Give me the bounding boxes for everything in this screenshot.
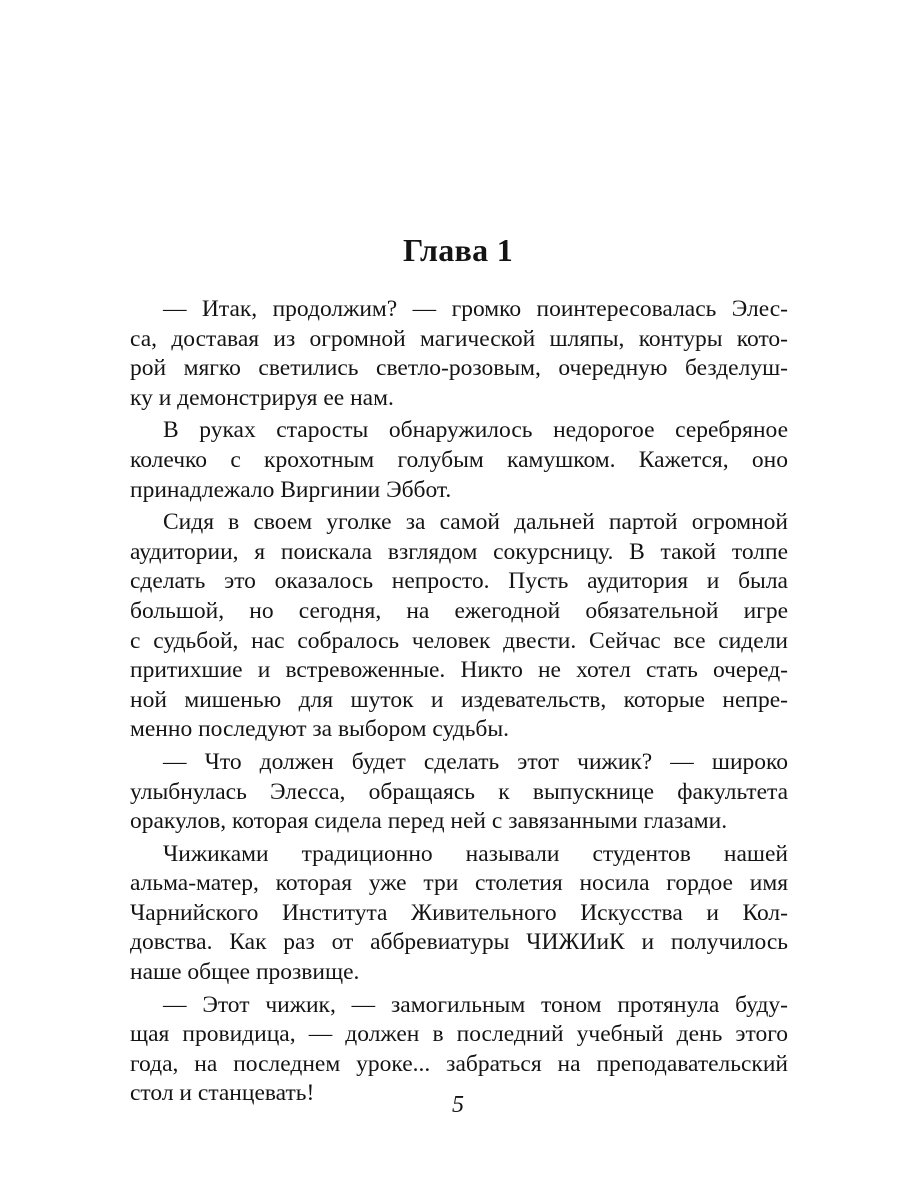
text-line: улыбнулась Элесса, обращаясь к выпускнице факультета bbox=[130, 778, 788, 805]
text-line: оракулов, которая сидела перед ней с завязанными глазами. bbox=[130, 808, 728, 835]
paragraph bbox=[130, 748, 788, 837]
text-line: принадлежало Виргинии Эббот. bbox=[130, 476, 452, 503]
paragraph bbox=[130, 508, 788, 745]
text-line: ку и демонстрируя ее нам. bbox=[130, 384, 394, 411]
paragraph bbox=[130, 295, 788, 413]
text-line: — Что должен будет сделать этот чижик? — широко bbox=[163, 748, 788, 775]
paragraph bbox=[130, 840, 788, 988]
text-line: с судьбой, нас собралось человек двести. Сейчас все сидели bbox=[130, 627, 788, 654]
text-line: стол и станцевать! bbox=[130, 1080, 315, 1107]
text-line: довства. Как раз от аббревиатуры ЧИЖИиК и получилось bbox=[130, 929, 788, 956]
text-line: Чижиками традиционно называли студентов нашей bbox=[163, 840, 788, 867]
text-line: альма-матер, которая уже три столетия носила гордое имя bbox=[130, 870, 788, 897]
text-line: большой, но сегодня, на ежегодной обязательной игре bbox=[130, 597, 788, 624]
chapter-title: Глава 1 bbox=[402, 232, 514, 268]
text-line: года, на последнем уроке... забраться на преподавательский bbox=[130, 1050, 788, 1077]
text-line: Чарнийского Института Живительного Искусства и Кол- bbox=[130, 899, 788, 926]
page-number: 5 bbox=[452, 1092, 464, 1118]
paragraph bbox=[130, 416, 788, 505]
text-line: аудитории, я поискала взглядом сокурсницу. В такой толпе bbox=[130, 538, 788, 565]
text-line: са, доставая из огромной магической шляпы, контуры кото- bbox=[130, 325, 788, 352]
text-line: щая провидица, — должен в последний учебный день этого bbox=[130, 1021, 788, 1048]
text-line: притихшие и встревоженные. Никто не хотел стать очеред- bbox=[130, 657, 788, 684]
text-line: сделать это оказалось непросто. Пусть аудитория и была bbox=[130, 568, 788, 595]
text-line: — Этот чижик, — замогильным тоном протянула буду- bbox=[163, 991, 788, 1018]
text-line: — Итак, продолжим? — громко поинтересовалась Элес- bbox=[163, 296, 788, 322]
text-line: Сидя в своем уголке за самой дальней партой огромной bbox=[163, 509, 788, 536]
text-line: рой мягко светились светло-розовым, очередную безделуш- bbox=[130, 355, 788, 382]
text-line: наше общее прозвище. bbox=[130, 959, 360, 986]
text-line: колечко с крохотным голубым камушком. Кажется, оно bbox=[130, 446, 788, 473]
text-line: ной мишенью для шуток и издевательств, которые непре- bbox=[130, 686, 788, 713]
text-line: менно последуют за выбором судьбы. bbox=[130, 716, 510, 743]
text-line: В руках старосты обнаружилось недорогое серебряное bbox=[163, 417, 788, 444]
body-text bbox=[130, 295, 788, 1112]
